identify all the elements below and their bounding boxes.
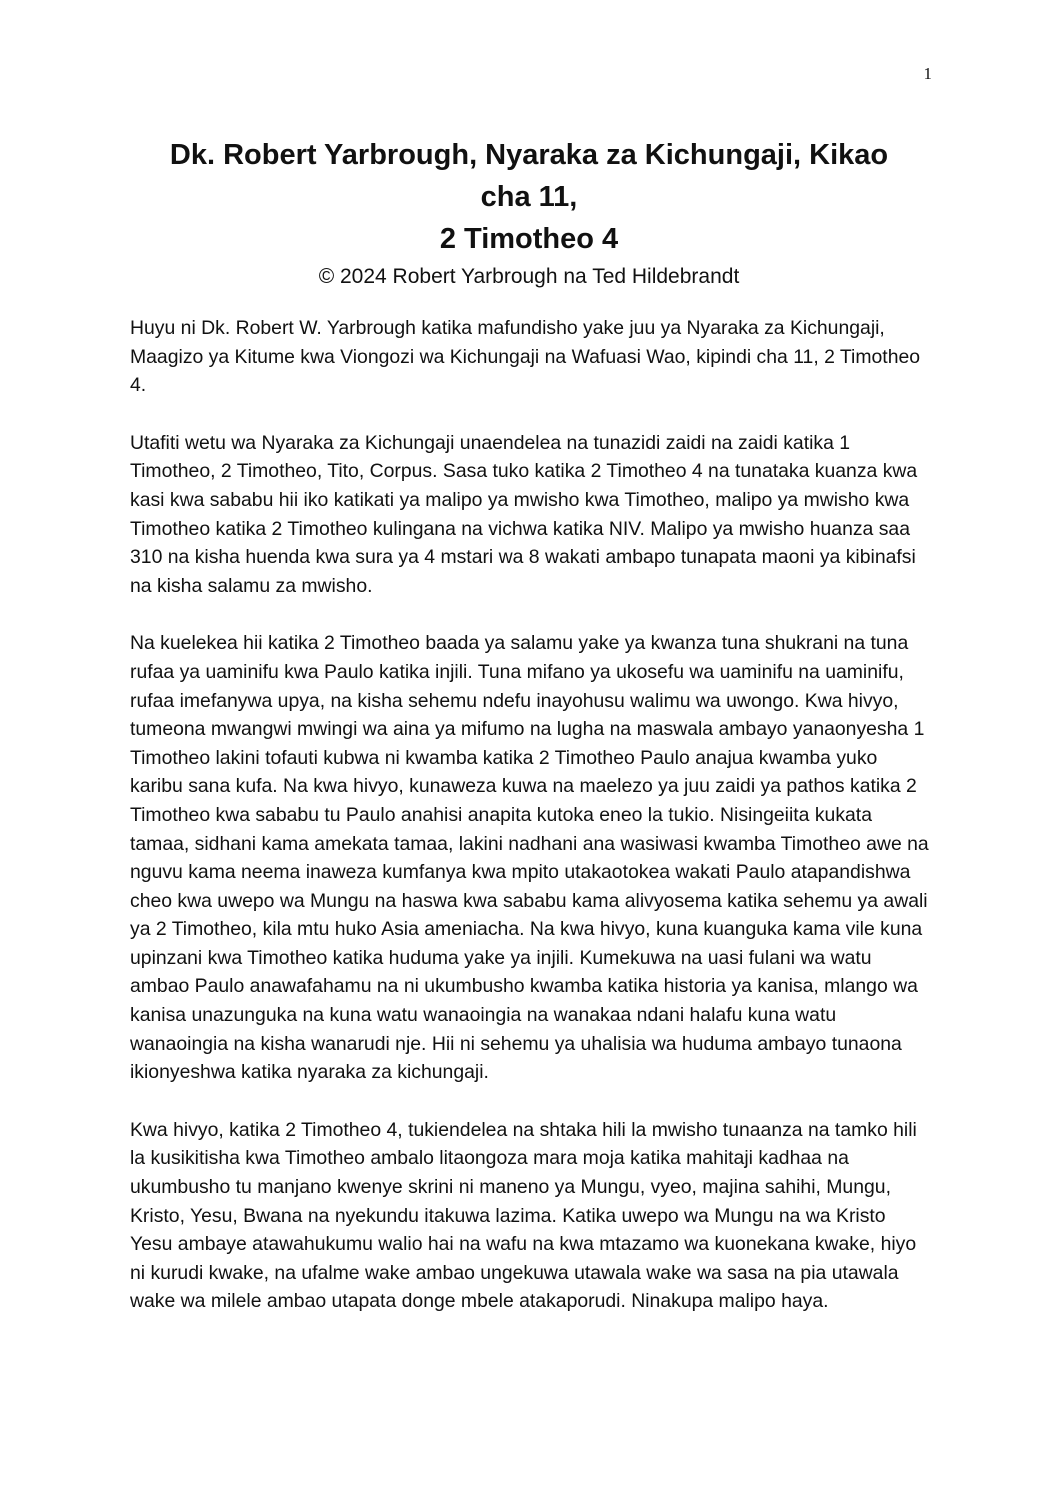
document-title-line-1: Dk. Robert Yarbrough, Nyaraka za Kichungaji, Kikao [169, 139, 889, 171]
document-header [130, 134, 928, 292]
body-paragraph-1: Huyu ni Dk. Robert W. Yarbrough katika mafundisho yake juu ya Nyaraka za Kichungaji, Maagizo ya Kitume kwa Viongozi wa Kichungaji na Wafuasi Wao, kipindi cha 11, 2 Timotheo 4. [130, 317, 921, 397]
document-title-line-3: 2 Timotheo 4 [439, 223, 619, 255]
body-paragraph-4: Kwa hivyo, katika 2 Timotheo 4, tukiendelea na shtaka hili la mwisho tunaanza na tamko hili la kusikitisha kwa Timotheo ambalo litaongoza mara moja katika mahitaji kadhaa na ukumbusho tu manjano kwenye skrini ni maneno ya Mungu, vyeo, majina sahihi, Mungu, Kristo, Yesu, Bwana na nyekundu itakuwa lazima. Katika uwepo wa Mungu na wa Kristo Yesu ambaye atawahukumu walio hai na wafu na kwa mtazamo wa kuonekana kwake, hiyo ni kurudi kwake, na ufalme wake ambao ungekuwa utawala wake wa sasa na pia utawala wake wa milele ambao utapata donge mbele atakaporudi. Ninakupa malipo haya. [130, 1118, 917, 1313]
copyright-notice: © 2024 Robert Yarbrough na Ted Hildebrandt [318, 265, 740, 288]
page-number: 1 [923, 64, 932, 83]
document-title-line-2: cha 11, [480, 181, 578, 213]
body-paragraph-2: Utafiti wetu wa Nyaraka za Kichungaji unaendelea na tunazidi zaidi na zaidi katika 1 Timotheo, 2 Timotheo, Tito, Corpus. Sasa tuko katika 2 Timotheo 4 na tunataka kuanza kwa kasi kwa sababu hii iko katikati ya malipo ya mwisho kwa Timotheo, malipo ya mwisho kwa Timotheo katika 2 Timotheo kulingana na vichwa katika NIV. Malipo ya mwisho huanza saa 310 na kisha huenda kwa sura ya 4 mstari wa 8 wakati ambapo tunapata maoni ya kibinafsi na kisha salamu za mwisho. [130, 431, 918, 597]
body-paragraph-3: Na kuelekea hii katika 2 Timotheo baada ya salamu yake ya kwanza tuna shukrani na tuna rufaa ya uaminifu kwa Paulo katika injili. Tuna mifano ya ukosefu wa uaminifu na uaminifu, rufaa imefanywa upya, na kisha sehemu ndefu inayohusu walimu wa uwongo. Kwa hivyo, tumeona mwangwi mwingi wa aina ya mifumo na lugha na maswala ambayo yanaonyesha 1 Timotheo lakini tofauti kubwa ni kwamba katika 2 Timotheo Paulo anajua kwamba yuko karibu sana kufa. Na kwa hivyo, kunaweza kuwa na maelezo ya juu zaidi ya pathos katika 2 Timotheo kwa sababu tu Paulo anahisi anapita kutoka eneo la tukio. Nisingeiita kukata tamaa, sidhani kama amekata tamaa, lakini nadhani ana wasiwasi kwamba Timotheo awe na nguvu kama neema inaweza kumfanya kwa mpito utakaotokea wakati Paulo atapandishwa cheo kwa uwepo wa Mungu na haswa kwa sababu kama alivyosema katika sehemu ya awali ya 2 Timotheo, kila mtu huko Asia ameniacha. Na kwa hivyo, kuna kuanguka kama vile kuna upinzani kwa Timotheo katika huduma yake ya injili. Kumekuwa na uasi fulani wa watu ambao Paulo anawafahamu na ni ukumbusho kwamba katika historia ya kanisa, mlango wa kanisa unazunguka na kuna watu wanaoingia na wanakaa ndani halafu kuna watu wanaoingia na kisha wanarudi nje. Hii ni sehemu ya uhalisia wa huduma ambayo tunaona ikionyeshwa katika nyaraka za kichungaji. [130, 632, 929, 1084]
document-body [130, 314, 930, 1345]
